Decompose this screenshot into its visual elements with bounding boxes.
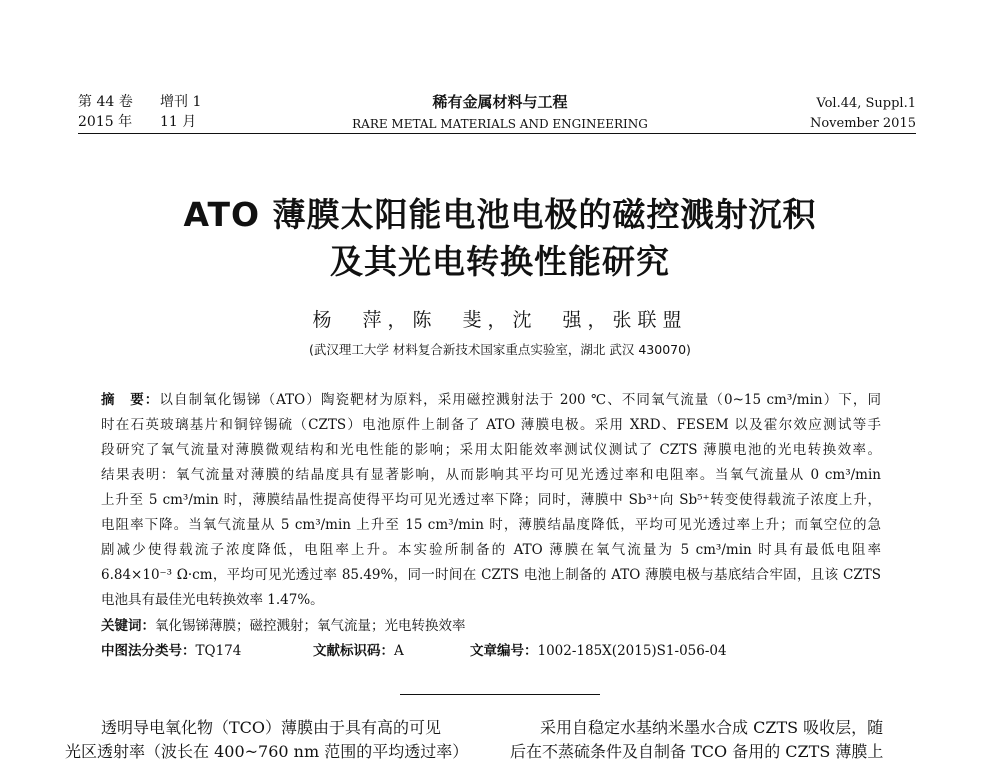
section-separator [400, 694, 600, 695]
volume-en: Vol.44, Suppl.1 [816, 96, 916, 111]
clc-value: TQ174 [195, 643, 242, 659]
abstract-line: 段研究了氧气流量对薄膜微观结构和光电性能的影响；采用太阳能效率测试仪测试了 CZTS 薄膜电池的光电转换效率。 [101, 442, 881, 458]
keywords [101, 617, 466, 635]
abstract-label: 摘 要： [101, 392, 160, 408]
abstract-line: 剧减少使得载流子浓度降低，电阻率上升。本实验所制备的 ATO 薄膜在氧气流量为 5 cm³/min 时具有最低电阻率 [101, 542, 881, 558]
body-right-line-2: 后在不蒸硫条件及自制备 TCO 备用的 CZTS 薄膜上 [510, 742, 884, 761]
abstract-line: 摘 要：以自制氧化锡锑（ATO）陶瓷靶材为原料，采用磁控溅射法于 200 ℃、不同氧气流量（0~15 cm³/min）下，同 [101, 392, 881, 408]
abstract-line: 电池具有最佳光电转换效率 1.47%。 [101, 592, 324, 608]
paper-title-line-1: ATO 薄膜太阳能电池电极的磁控溅射沉积 [183, 195, 817, 234]
document-code [313, 642, 404, 660]
article-number-label: 文章编号： [470, 643, 538, 659]
keywords-label: 关键词： [101, 618, 155, 634]
month-cn: 11 月 [160, 114, 197, 130]
authors: 杨 萍，陈 斐，沈 强，张联盟 [312, 309, 688, 331]
document-code-label: 文献标识码： [313, 643, 394, 659]
journal-title-cn: 稀有金属材料与工程 [432, 93, 568, 111]
body-right-line-1: 采用自稳定水基纳米墨水合成 CZTS 吸收层，随 [540, 718, 884, 737]
journal-title-en: RARE METAL MATERIALS AND ENGINEERING [352, 117, 648, 131]
abstract-line: 6.84×10⁻³ Ω·cm，平均可见光透过率 85.49%，同一时间在 CZTS 电池上制备的 ATO 薄膜电极与基底结合牢固，且该 CZTS [101, 567, 881, 583]
header-rule [78, 133, 916, 134]
body-left-line-2: 光区透射率（波长在 400~760 nm 范围的平均透过率） [65, 742, 469, 761]
abstract-line: 上升至 5 cm³/min 时，薄膜结晶性提高使得平均可见光透过率下降；同时，薄膜中 Sb³⁺向 Sb⁵⁺转变使得载流子浓度上升， [101, 492, 881, 508]
abstract-line: 时在石英玻璃基片和铜锌锡硫（CZTS）电池原件上制备了 ATO 薄膜电极。采用 XRD、FESEM 以及霍尔效应测试等手 [101, 417, 881, 433]
body-left-line-1: 透明导电氧化物（TCO）薄膜由于具有高的可见 [101, 718, 442, 737]
abstract-line: 电阻率下降。当氧气流量从 5 cm³/min 上升至 15 cm³/min 时，薄膜结晶度降低，平均可见光透过率上升；而氧空位的急 [101, 517, 881, 533]
clc-label: 中图法分类号： [101, 643, 196, 659]
date-en: November 2015 [809, 116, 916, 131]
clc-number [101, 642, 241, 660]
supplement-cn: 增刊 1 [160, 94, 202, 110]
article-number [470, 642, 727, 660]
keywords-text: 氧化锡锑薄膜；磁控溅射；氧气流量；光电转换效率 [155, 618, 466, 634]
year-cn: 2015 年 [78, 114, 133, 130]
document-code-value: A [394, 643, 404, 659]
abstract-line: 结果表明：氧气流量对薄膜的结晶度具有显著影响，从而影响其平均可见光透过率和电阻率。当氧气流量从 0 cm³/min [101, 467, 881, 483]
affiliation: (武汉理工大学 材料复合新技术国家重点实验室，湖北 武汉 430070) [309, 342, 691, 357]
volume-cn: 第 44 卷 [78, 94, 133, 110]
paper-title-line-2: 及其光电转换性能研究 [330, 242, 670, 281]
article-number-value: 1002-185X(2015)S1-056-04 [537, 643, 727, 659]
